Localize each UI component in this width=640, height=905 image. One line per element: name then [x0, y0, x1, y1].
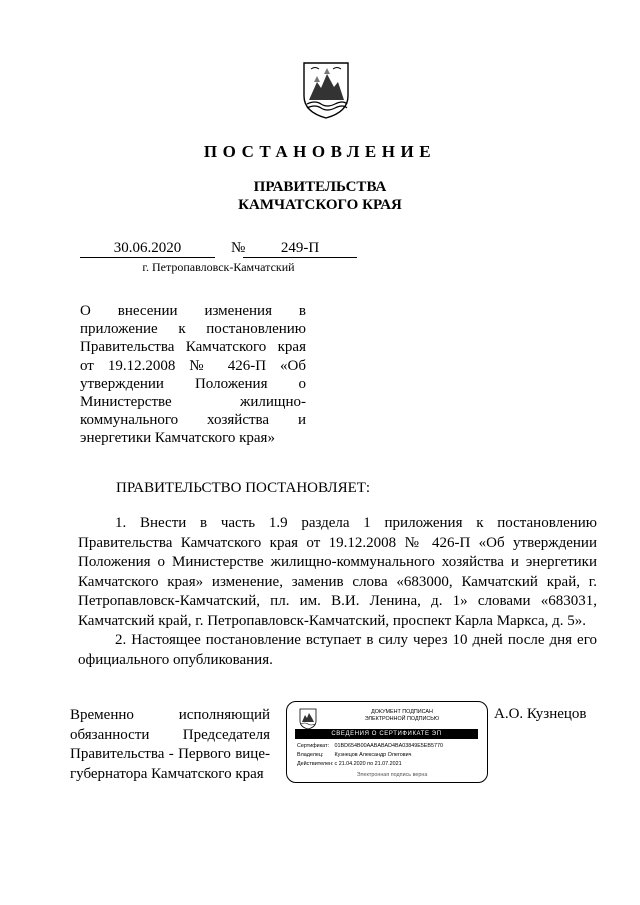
body-line: официального опубликования.	[78, 651, 273, 668]
resolution-heading: ПРАВИТЕЛЬСТВО ПОСТАНОВЛЯЕТ:	[116, 480, 371, 496]
subject-line: коммунального хозяйства и	[80, 412, 306, 429]
subject-line: О внесении изменения в	[80, 303, 306, 319]
certificate-label: Сертификат:	[297, 743, 330, 749]
subject-line: Министерстве жилищно-	[80, 393, 306, 410]
subject-line: приложение к постановлению	[80, 321, 306, 338]
resolution-body	[78, 514, 597, 670]
signer-name: А.О. Кузнецов	[494, 706, 587, 722]
signer-position	[70, 706, 270, 784]
document-number: 249-П	[243, 240, 357, 258]
issuer-heading	[0, 178, 640, 214]
stamp-heading-line-1: ДОКУМЕНТ ПОДПИСАН	[371, 709, 433, 715]
coat-of-arms-emblem	[301, 60, 351, 120]
position-line: губернатора Камчатского края	[70, 765, 264, 782]
position-line: обязанности Председателя	[70, 726, 270, 743]
issuer-line-1: ПРАВИТЕЛЬСТВА	[253, 179, 387, 195]
position-line: Временно исполняющий	[70, 707, 270, 723]
certificate-value: 01BD654B00AABABAD4BA03849E5EB5770	[334, 743, 443, 749]
body-line: Петропавловск-Камчатский, пл. им. В.И. Ленина, д. 1» словами «683031,	[78, 593, 597, 609]
certificate-info-bar: СВЕДЕНИЯ О СЕРТИФИКАТЕ ЭП	[295, 729, 478, 739]
owner-label: Владелец:	[297, 752, 324, 758]
body-line: 2. Настоящее постановление вступает в силу через 10 дней после дня его	[115, 632, 597, 648]
validity-label: Действителен:	[297, 761, 334, 767]
owner-value: Кузнецов Александр Олегович	[334, 752, 412, 758]
electronic-signature-stamp	[286, 701, 488, 783]
subject-line: Правительства Камчатского края	[80, 339, 306, 356]
number-sign: №	[231, 240, 246, 256]
body-line: Камчатского края» изменение, заменив слова «683000, Камчатский край, г.	[78, 573, 597, 590]
subject-line: утверждении Положения о	[80, 375, 306, 392]
subject-line: энергетики Камчатского края»	[80, 430, 275, 447]
body-line: Правительства Камчатского края от 19.12.2008 № 426-П «Об утверждении	[78, 534, 597, 551]
body-line: Положения о Министерстве жилищно-коммунального хозяйства и энергетики	[78, 554, 597, 570]
subject-line: от 19.12.2008 № 426-П «Об	[80, 357, 306, 374]
owner-row	[297, 752, 411, 758]
stamp-heading-line-2: ЭЛЕКТРОННОЙ ПОДПИСЬЮ	[364, 716, 440, 722]
document-date: 30.06.2020	[80, 240, 215, 258]
stamp-emblem-icon	[299, 708, 317, 730]
position-line: Правительства - Первого вице-	[70, 746, 270, 763]
certificate-row	[297, 743, 443, 749]
document-subject	[80, 302, 306, 448]
city-of-issue: г. Петропавловск-Камчатский	[142, 260, 295, 274]
body-line: 1. Внести в часть 1.9 раздела 1 приложения к постановлению	[115, 515, 597, 531]
stamp-heading	[337, 709, 467, 723]
validity-row	[297, 761, 402, 767]
validity-value: с 21.04.2020 по 21.07.2021	[334, 761, 402, 767]
body-line: Камчатский край, г. Петропавловск-Камчатский, проспект Карла Маркса, д. 5».	[78, 612, 587, 629]
signature-valid-note: Электронная подпись верна	[356, 772, 428, 778]
issuer-line-2: КАМЧАТСКОГО КРАЯ	[238, 197, 402, 213]
document-type-title: ПОСТАНОВЛЕНИЕ	[203, 142, 437, 161]
